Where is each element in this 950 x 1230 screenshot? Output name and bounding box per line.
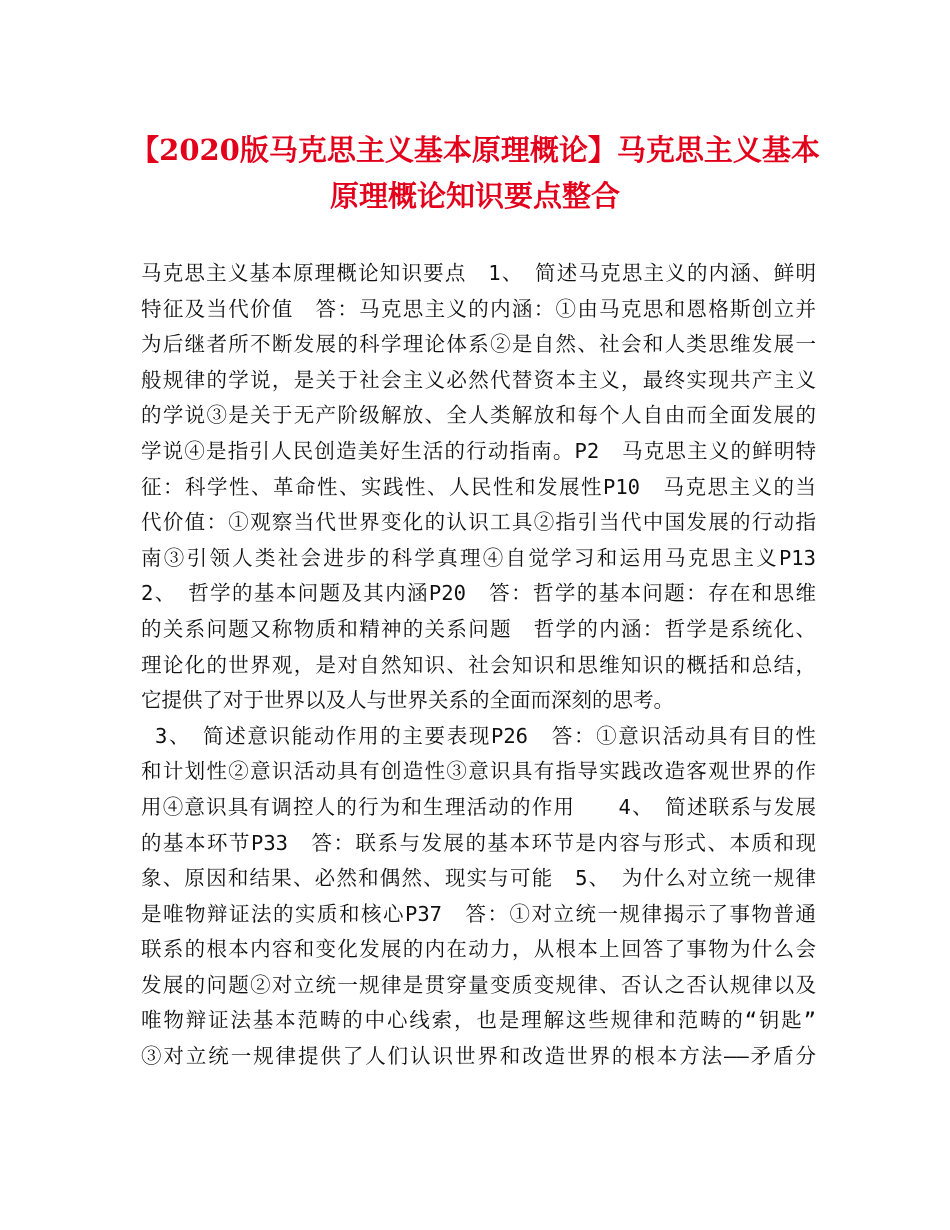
body-line: 代价值：①观察当代世界变化的认识工具②指引当代中国发展的行动指 (141, 510, 816, 535)
body-line: 特征及当代价值 答：马克思主义的内涵：①由马克思和恩格斯创立并 (141, 296, 816, 321)
body-line: 征：科学性、革命性、实践性、人民性和发展性P10 马克思主义的当 (141, 474, 816, 499)
body-line: 用④意识具有调控人的行为和生理活动的作用 4、 简述联系与发展 (141, 794, 816, 819)
document-body (141, 256, 816, 1075)
body-line: 马克思主义基本原理概论知识要点 1、 简述马克思主义的内涵、鲜明 (141, 261, 816, 285)
body-line: 发展的问题②对立统一规律是贯穿量变质变规律、否认之否认规律以及 (141, 972, 816, 997)
body-line: 2、 哲学的基本问题及其内涵P20 答：哲学的基本问题：存在和思维 (141, 581, 816, 606)
body-line: 它提供了对于世界以及人与世界关系的全面而深刻的思考。 (141, 688, 674, 713)
body-line: 学说④是指引人民创造美好生活的行动指南。P2 马克思主义的鲜明特 (141, 438, 816, 463)
body-line: 联系的根本内容和变化发展的内在动力，从根本上回答了事物为什么会 (141, 937, 816, 962)
body-line: 象、原因和结果、必然和偶然、现实与可能 5、 为什么对立统一规律 (141, 866, 816, 891)
document-title-line-2: 原理概论知识要点整合 (329, 179, 620, 213)
body-line: 南③引领人类社会进步的科学真理④自觉学习和运用马克思主义P13 (141, 545, 816, 570)
body-line: 唯物辩证法基本范畴的中心线索，也是理解这些规律和范畴的“钥匙” (141, 1008, 816, 1033)
body-line: 的关系问题又称物质和精神的关系问题 哲学的内涵：哲学是系统化、 (141, 616, 816, 641)
body-line: ③对立统一规律提供了人们认识世界和改造世界的根本方法——矛盾分 (141, 1044, 816, 1069)
body-line: 是唯物辩证法的实质和核心P37 答：①对立统一规律揭示了事物普通 (141, 901, 816, 926)
body-line: 般规律的学说，是关于社会主义必然代替资本主义，最终实现共产主义 (141, 367, 816, 392)
body-line: 理论化的世界观，是对自然知识、社会知识和思维知识的概括和总结， (141, 652, 816, 677)
body-line: 3、 简述意识能动作用的主要表现P26 答：①意识活动具有目的性 (141, 723, 816, 748)
body-line: 为后继者所不断发展的科学理论体系②是自然、社会和人类思维发展一 (141, 332, 816, 357)
body-line: 和计划性②意识活动具有创造性③意识具有指导实践改造客观世界的作 (141, 759, 816, 784)
body-line: 的基本环节P33 答：联系与发展的基本环节是内容与形式、本质和现 (141, 830, 816, 855)
document-title-line-1: 【2020版马克思主义基本原理概论】马克思主义基本 (130, 133, 820, 167)
body-line: 的学说③是关于无产阶级解放、全人类解放和每个人自由而全面发展的 (141, 403, 816, 428)
